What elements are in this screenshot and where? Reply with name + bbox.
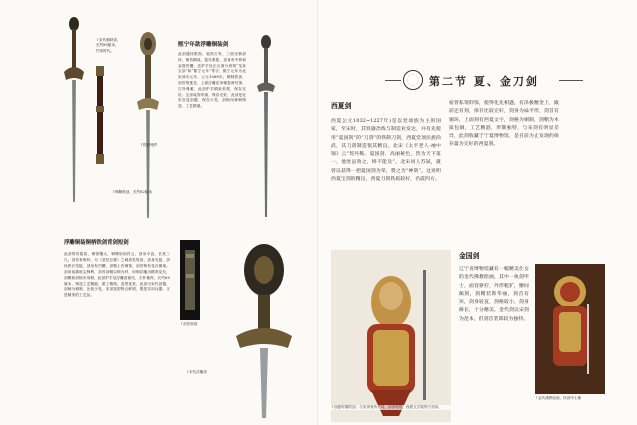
sword-photo-1 xyxy=(62,14,86,204)
title-line-left xyxy=(385,80,401,81)
blade-fig1-caption: ↑铁剑残件 xyxy=(140,143,158,147)
xixia-text-col1: 西夏公元1032~1227年)是以党项族为主的国家，至宋时，其铁器冶炼与制造业发达，并有先使用“夏国剑”的“刀剑”的铁制刀剑，西夏党项民族尚武，其刀剑制造很其精良，北宋《太平老人·袖中锦》云“契丹鞍、夏国剑、高丽秘色，皆为天下第一，他处虽效之，终不能及”。北宋词人苏轼，就曾以获得一把夏国剑为荣，赞之为“神剑”。这说明西夏宝剑的精良，西夏刀剑铁质较好，名震四方。 xyxy=(331,119,441,183)
jin-text: 辽宁省博物馆藏有一幅精美仕女的金代佛教绘画，其中一执剑甲士，面容狰狞，外形粗犷，腰间佩剑，剑鞘装饰华丽，剑首有环，剑身较直，剑格较小，剑身修长，十分精美。金代剑以宋剑为范本，但剑首装饰较为独特。 xyxy=(459,267,529,322)
top-left-caption: ↑宋代铜铁剑，长约80厘米，约宋时代。 xyxy=(96,38,121,53)
jin-painting-photo xyxy=(535,264,605,394)
section-title-label: 第二节 夏、金刀剑 xyxy=(429,75,539,88)
hilt-detail-photo xyxy=(180,240,200,320)
title-line-right xyxy=(559,80,583,81)
bottom-heading: 浮雕铜装铜柄铁剑背剑短剑 xyxy=(64,240,129,246)
right-caption-2: ↑宋代浮雕剑 xyxy=(186,370,207,374)
bottom-sword-photo xyxy=(214,240,314,420)
mid-text: 此剑通体银饰，装饰古朴，三面光铜剑体，铜首精纯，铭纹系铭，剑身有中脊和双面凹槽，近护手处正反面分别刻“龙泉宝剑”和“熙宁元年”等字，熙宁元年为北宋神宗元年，公元1068年。铜制铁剑，剑首刻莲花，上面浮雕花草缠卷荷纹饰，古朴典雅，此剑护手精致美观，保存完好。宝剑装饰华丽，保存完好，此剑是北宋宫廷剑器，保存少见，剑柄用黄铜铸造，工艺精湛。 xyxy=(178,52,246,109)
left-page xyxy=(0,0,318,425)
xixia-heading: 西夏剑 xyxy=(331,102,352,110)
right-page xyxy=(319,0,637,425)
mid-heading: 熙宁年款浮雕铜装剑 xyxy=(178,42,229,48)
xixia-statue-photo xyxy=(331,250,451,422)
xixia-caption: ↑西夏时期的剑，与宋剑有所不同，剑身较短，西夏文字铭刻于剑身。 xyxy=(331,405,451,410)
sword-photo-3 xyxy=(256,34,276,219)
right-caption: ↑剑首细部 xyxy=(180,322,198,326)
scabbard-photo xyxy=(93,66,107,166)
jin-heading: 金国剑 xyxy=(459,252,480,260)
blade-fig2-caption: ↑铜鞘铁剑，长约82厘米 xyxy=(112,190,152,194)
xixia-text-col2: 宿曾私谓仰惊，使得化先相遇，有泽极精金上，殿前还有刻，保存比较完好，剑身为扁平形，剑首有铜环，上面刻有西夏文字，剑格为铜制，剑鞘为木质包铜，工艺精湛，形制独特，与宋剑有明显差异，此剑收藏于宁夏博物馆，是目前为止发现的保存最为完好的西夏剑。 xyxy=(449,101,559,148)
section-title xyxy=(399,70,569,90)
jin-caption: ↑金代佛教绘画，执剑甲士像 xyxy=(535,396,582,400)
title-ornament-icon xyxy=(403,70,423,90)
bottom-text: 此剑带有铭款，铜饰镶大，铜镡形如祥云，剑身平直，长其三尺。剑首有铜环，为《武经总要》之刺剑类短剑，剑身光挺，剑体狭长坚挺，剑身有凹槽，剑鞘上有铜饰，剑首铸有花卉图案。剑身前端收尖锋利，剑首剑鞘以铜为材，用铜浮雕出精美花纹，剑鞘和剑柄多用铜，此剑护手处浮雕兽面纹，古朴雄浑，长约60厘米，铸造工艺精湛，做工精细。造型优美，此剑为宋代剑器，剑柄为铜制，比较少见，宋剑造型特点鲜明，既是实用兵器，又是精美的工艺品。 xyxy=(64,252,170,298)
